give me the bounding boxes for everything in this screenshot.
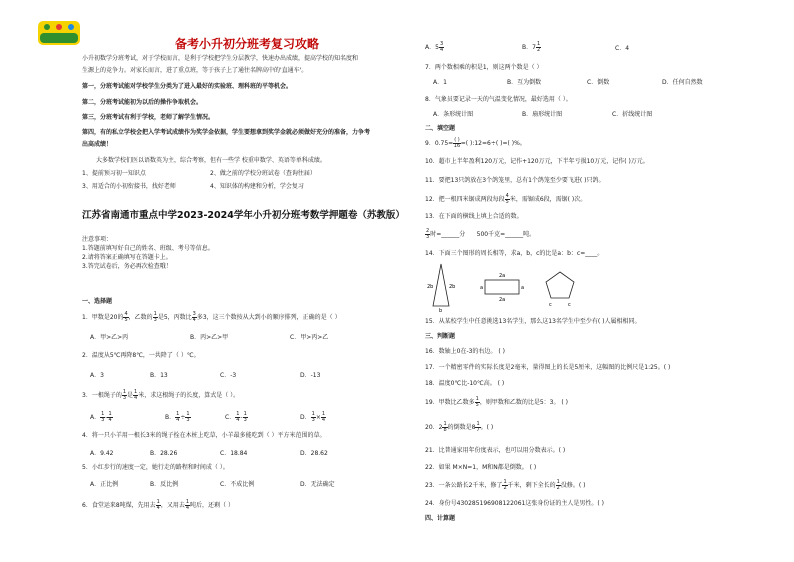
- pentagon-figure: [546, 272, 574, 308]
- question-17: 17．一个精密零件的实际长度是2毫米，量得图上的长是5厘米，这幅图的比例尺是1:25。( ): [425, 364, 671, 371]
- question-1: 1．甲数是20的 $\frac{4}{5}$ ，乙数的 $\frac{1}{3}$ 是5，丙数比 $\frac{3}{4}$ 多3，这三个数按从大到小的顺序排列，正确的是（ ）: [82, 311, 341, 323]
- question-13-blanks: $\frac{2}{3}$ 时=______分 500千克=______吨。: [426, 228, 536, 240]
- q6-option-a: A．5 $\frac{3}{4}$: [425, 41, 444, 53]
- q7-option-b: B．互为倒数: [507, 79, 542, 86]
- question-3: 3．一根绳子的 $\frac{1}{3}$ 是 $\frac{1}{4}$ 米，求这根绳子的长度，算式是（ ）。: [82, 389, 240, 401]
- q1-option-b: B．丙>乙>甲: [190, 334, 229, 341]
- rect-side-label: a: [521, 285, 525, 291]
- note-2: 2.请将答案正确填写在答题卡上。: [82, 254, 172, 261]
- fraction: $\frac{1}{8}$: [443, 421, 447, 433]
- pentagon-side-label: c: [568, 302, 571, 308]
- q14-figures: [425, 262, 615, 312]
- pentagon-side-label: c: [549, 302, 552, 308]
- question-8: 8．气象员要记录一天的气温变化情况，最好选用（ ）。: [425, 96, 572, 103]
- fraction: $\frac{4}{5}$: [124, 311, 128, 323]
- note-3: 3.答完试卷后，务必再次检查哦！: [82, 263, 172, 270]
- question-11: 11．要把13只鸽放在3个鸽笼里，总有1个鸽笼至少要飞进( )只鸽。: [425, 177, 605, 184]
- q4-option-c: C．18.84: [220, 450, 248, 457]
- guide-point-1: 第一，分班考试能对学校学生分类为了进入最好的实验班、理科班的平等机会。: [82, 83, 293, 90]
- question-5: 5．小红步行的速度一定，她行走的路程和时间成（ ）。: [82, 464, 229, 471]
- q3-option-b: B． $\frac{1}{4}$ ÷ $\frac{1}{3}$: [165, 411, 190, 423]
- q7-option-c: C．倒数: [587, 79, 610, 86]
- guide-step-2: 2、做之前的学校分班试卷（查询往届）: [210, 170, 316, 177]
- guide-title: 备考小升初分班考复习攻略: [175, 37, 320, 51]
- question-12: 12．把一根四米锯成两段每段 $\frac{4}{5}$ 米，需锯成6段，需锯( )次。: [425, 193, 587, 205]
- fraction: $\frac{1}{3}$: [122, 389, 127, 401]
- triangle-figure: [427, 264, 455, 312]
- question-9: 9．0.75= $\frac{( )}{16}$ =( ):12=6÷( )=( )%。: [425, 137, 526, 149]
- fraction: $\frac{4}{5}$: [505, 193, 509, 205]
- q2-option-c: C．-3: [220, 372, 237, 379]
- fraction: $\frac{1}{4}$: [134, 389, 138, 401]
- question-6: 6．食堂运来8吨煤，先用去 $\frac{1}{4}$ ，又用去 $\frac{1}{4}$ 吨后，还剩（ ）: [82, 499, 234, 511]
- guide-point-3: 第三，分班考试有利于学校，老师了解学生情况。: [82, 114, 215, 121]
- fraction: $\frac{1}{5}$: [475, 396, 479, 408]
- triangle-side-label: 2b: [427, 284, 434, 290]
- q5-option-c: C．不成比例: [220, 481, 255, 488]
- exam-title: 江苏省南通市重点中学2023-2024学年小升初分班考数学押题卷（苏教版）: [82, 210, 405, 221]
- fraction: $\frac{( )}{16}$: [453, 137, 461, 149]
- question-7: 7．两个数相乘的积是1，则这两个数是（ ）: [425, 64, 543, 71]
- question-21: 21．比普通家用年份度表示，也可以用分数表示。( ): [425, 447, 566, 454]
- note-1: 1.答题前填写好自己的姓名、班级、考号等信息。: [82, 245, 214, 252]
- fraction: $\frac{1}{3}$: [153, 311, 157, 323]
- question-23: 23．一条公路长2千米，修了 $\frac{1}{2}$ 千米，剩下全长的 $\frac{1}{2}$ 没修。( ): [425, 479, 586, 491]
- rect-bottom-label: 2a: [499, 297, 506, 303]
- question-13: 13．在下面的横线上填上合适的数。: [425, 213, 523, 220]
- q2-option-b: B．13: [150, 372, 168, 379]
- right-page: [397, 0, 794, 562]
- q8-option-b: B．扇形统计图: [522, 111, 563, 118]
- triangle-side-label: 2b: [449, 284, 456, 290]
- question-14: 14．下面三个图形的周长相等，求a，b，c的比是a：b：c=____。: [425, 250, 604, 257]
- triangle-base-label: b: [439, 308, 443, 312]
- rect-top-label: 2a: [499, 273, 506, 279]
- fraction: $\frac{3}{4}$: [192, 311, 196, 323]
- guide-intro-line-1: 小升初数学分班考试，对于学校而言，是利于学校把学生分层教学，快速办出成绩，提高学校的知名度和: [82, 55, 359, 62]
- question-15: 15．从某校学生中任意挑选13名学生，那么这13名学生中至少有( )人属相相同。: [425, 318, 641, 325]
- q4-option-a: A．9.42: [90, 450, 114, 457]
- fraction: $\frac{1}{2}$: [503, 479, 507, 491]
- section-choice-heading: 一、选择题: [82, 298, 113, 305]
- q6-option-c: C．4: [615, 45, 630, 52]
- q8-option-a: A．条形统计图: [433, 111, 474, 118]
- q1-option-a: A．甲>乙>丙: [90, 334, 129, 341]
- question-22: 22．如果 M×N=1，M和N都是倒数。 ( ): [425, 464, 537, 471]
- guide-step-4: 4、知识体的构建和分析，学会复习: [210, 183, 304, 190]
- q5-option-b: B．反比例: [150, 481, 179, 488]
- guide-intro-line-2: 生源上的竞争力。对家长而言，进了重点班，等于孩子上了通往名牌高中的'直通车'。: [82, 67, 308, 74]
- q2-option-a: A．3: [90, 372, 104, 379]
- question-19: 19．甲数比乙数多 $\frac{1}{5}$ ，则甲数和乙数的比是5：3。 ( ): [425, 396, 568, 408]
- q1-option-c: C．甲>丙>乙: [290, 334, 329, 341]
- q7-option-d: D．任何自然数: [662, 79, 703, 86]
- question-18: 18．温度0℃比-10℃高。 ( ): [425, 380, 505, 387]
- notes-title: 注意事项：: [82, 236, 113, 243]
- question-20: 20．2 $\frac{1}{8}$ 的倒数是8 $\frac{1}{7}$ 。( ): [425, 421, 494, 433]
- rectangle-figure: [480, 273, 524, 303]
- q4-option-b: B．28.26: [150, 450, 178, 457]
- fraction: $\frac{1}{2}$: [556, 479, 560, 491]
- rect-side-label: a: [480, 285, 484, 291]
- q6-option-b: B．7 $\frac{1}{2}$: [522, 41, 541, 53]
- guide-point-4: 第四，有的私立学校会把入学考试成绩作为奖学金依据，学生要想拿到奖学金就必须做好充分的准备，力争考: [82, 129, 371, 136]
- question-16: 16．数轴上0在-3的右边。 ( ): [425, 348, 505, 355]
- question-10: 10．超市上半年盈利120万元，记作+120万元，下半年亏损10万元，记作( )万元。: [425, 158, 649, 165]
- guide-paragraph: 大多数学校们医以语数英为主，综合考察，但有一些学 校重申数学、英语等单科成绩。: [96, 157, 326, 164]
- q4-option-d: D．28.62: [300, 450, 328, 457]
- guide-step-1: 1、提前预习初一知识点: [82, 170, 146, 177]
- section-calc-heading: 四、计算题: [425, 515, 456, 522]
- fraction: $\frac{2}{3}$: [426, 228, 430, 240]
- q3-option-c: C． $\frac{1}{4}$ - $\frac{1}{3}$: [225, 411, 247, 423]
- q5-option-d: D．无法确定: [300, 481, 335, 488]
- question-24: 24．身份号430285196908122061这张身份证的主人是男性。( ): [425, 500, 604, 507]
- guide-point-4-cont: 出高成绩！: [82, 141, 113, 148]
- q7-option-a: A．1: [433, 79, 447, 86]
- brand-logo: [37, 20, 81, 46]
- q2-option-d: D．-13: [300, 372, 321, 379]
- guide-step-3: 3、用适合的小初衔接书，找好老师: [82, 183, 176, 190]
- fraction: $\frac{1}{4}$: [156, 499, 160, 511]
- question-2: 2．温度从5℃再降8℃，一共降了（ ）℃。: [82, 352, 200, 359]
- section-judge-heading: 三、判断题: [425, 333, 456, 340]
- q8-option-c: C．折线统计图: [612, 111, 653, 118]
- guide-point-2: 第二，分班考试能初为以后的操作争取机会。: [82, 99, 203, 106]
- q5-option-a: A．正比例: [90, 481, 119, 488]
- fraction: $\frac{1}{7}$: [476, 421, 480, 433]
- section-fill-heading: 二、填空题: [425, 125, 456, 132]
- q3-option-a: A． $\frac{1}{3}$ - $\frac{1}{4}$: [90, 411, 112, 423]
- q3-option-d: D． $\frac{1}{3}$ × $\frac{1}{4}$: [300, 411, 326, 423]
- fraction: $\frac{1}{4}$: [185, 499, 190, 511]
- question-4: 4．将一只小羊用一根长3米的绳子拴在木桩上吃草，小羊最多能吃到（ ）平方米范围的草。: [82, 432, 326, 439]
